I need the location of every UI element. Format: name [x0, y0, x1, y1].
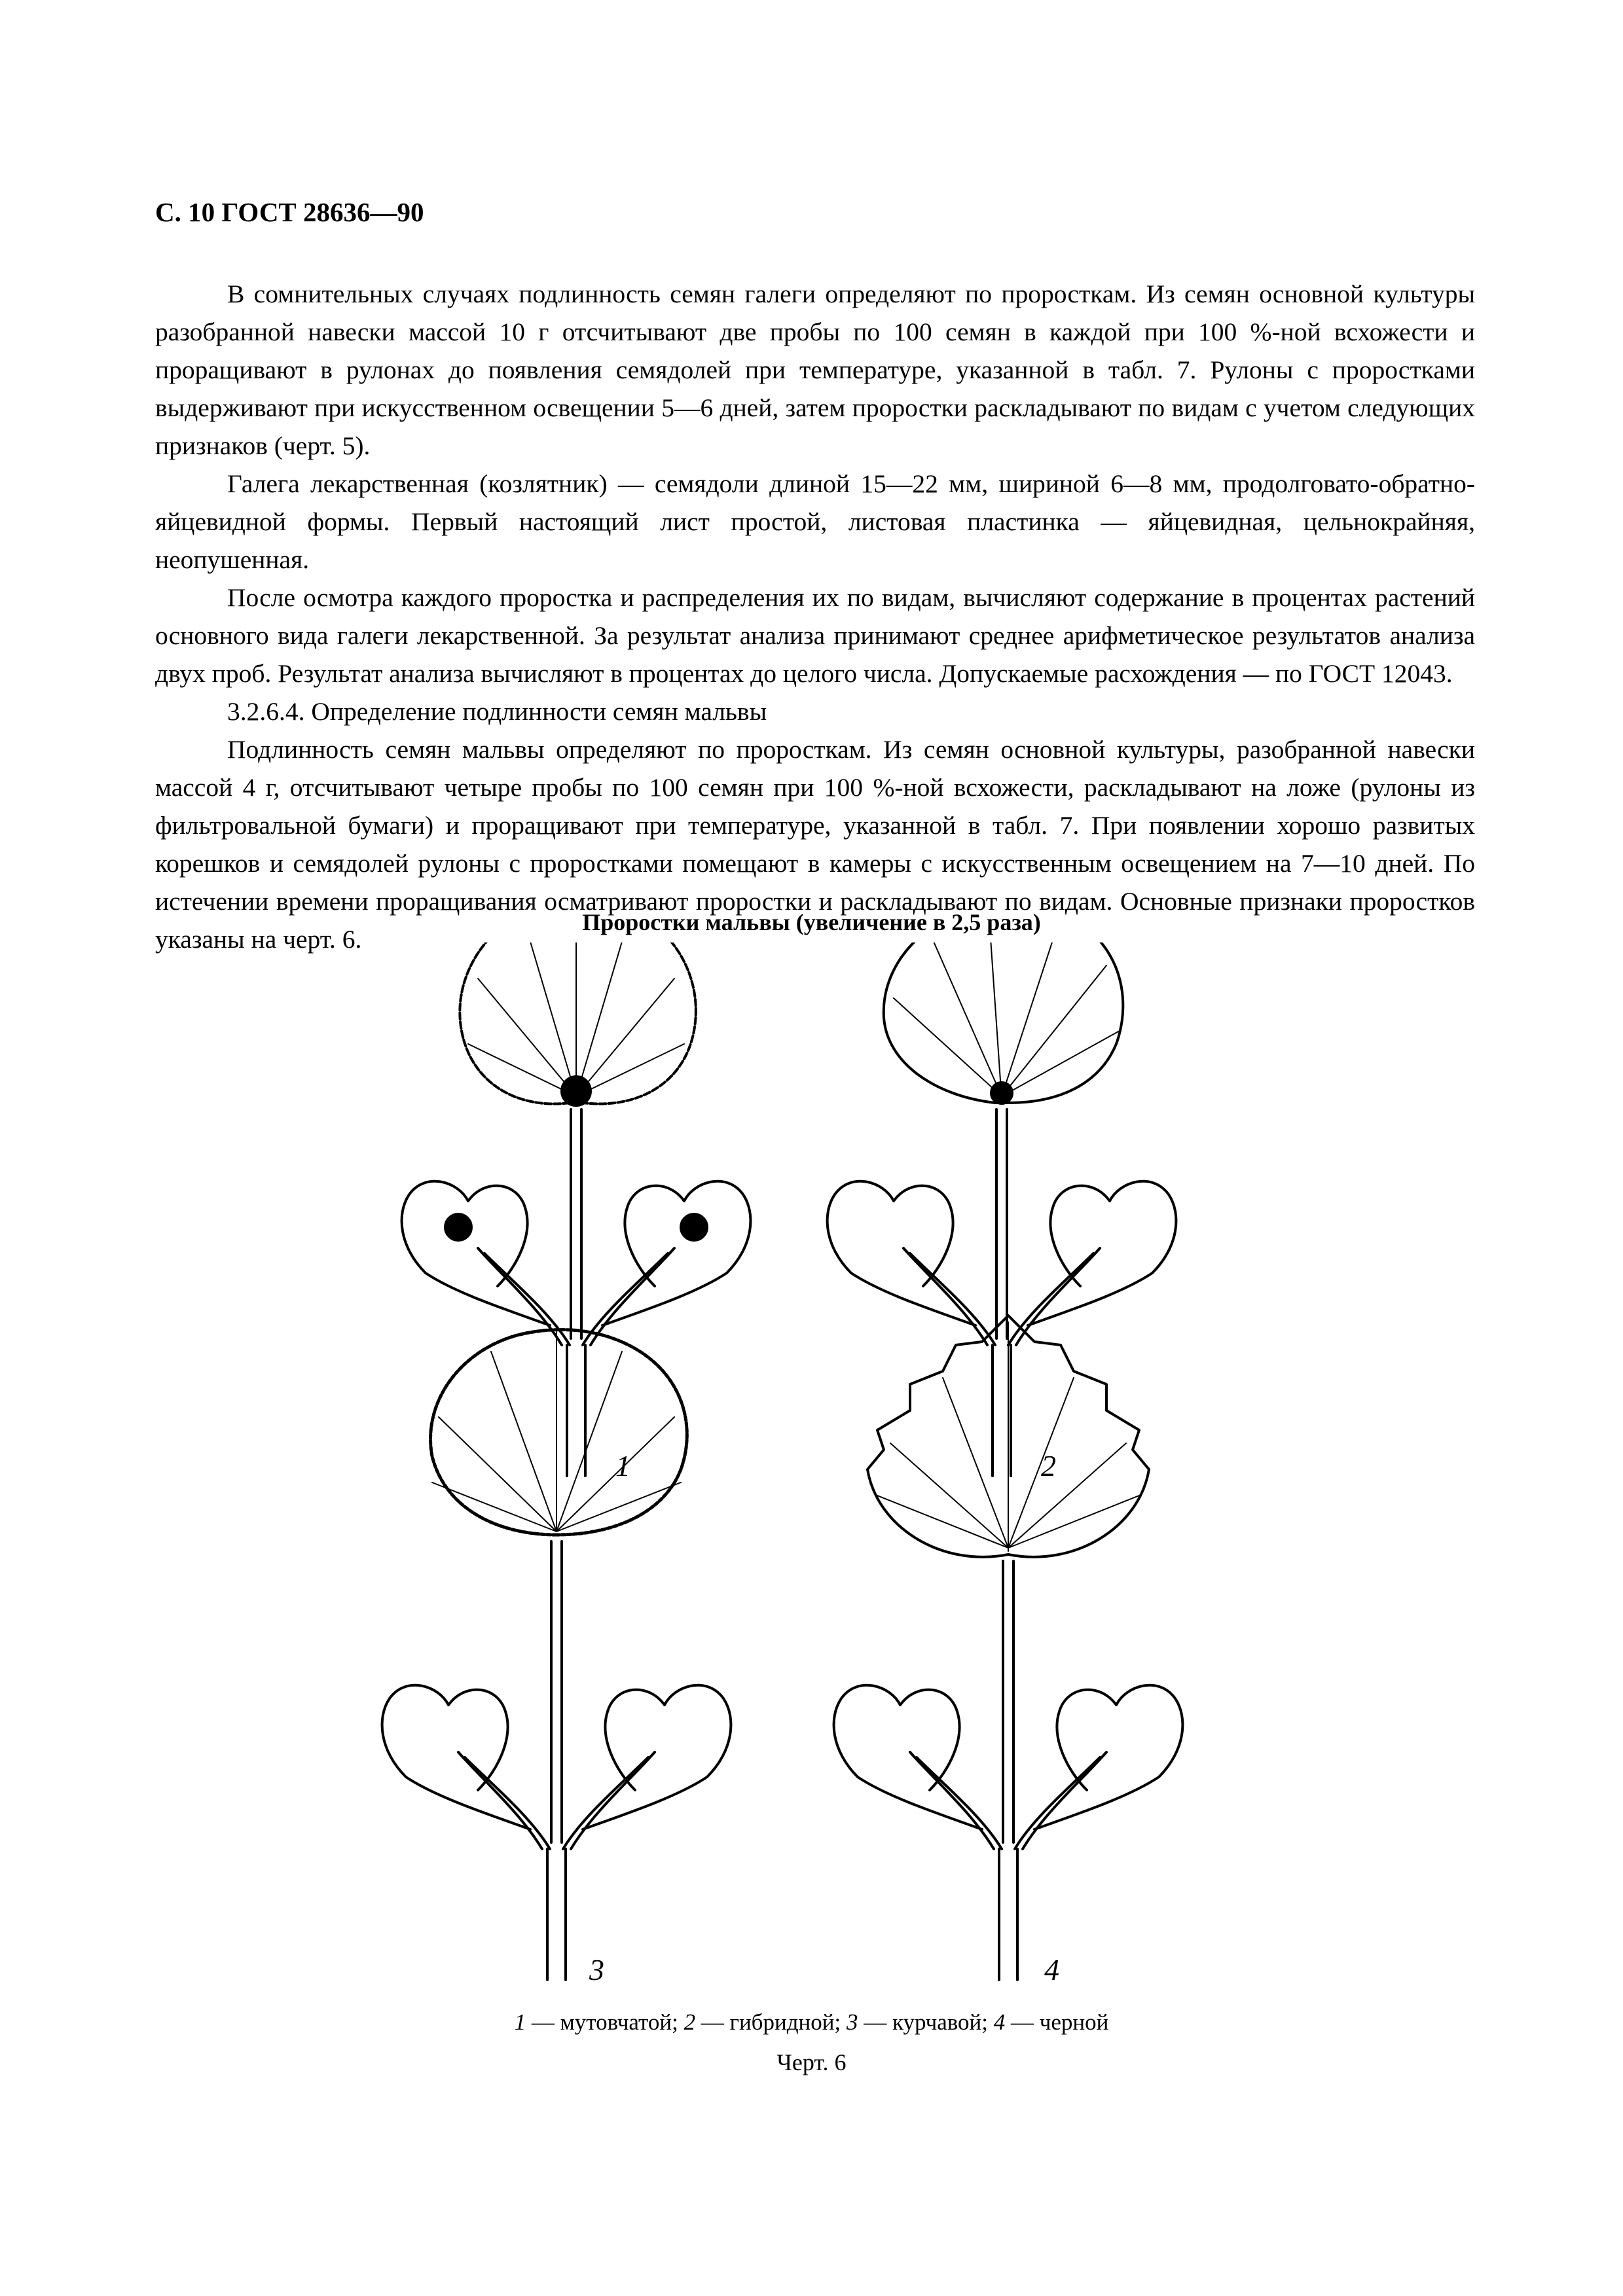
figure-title: Проростки мальвы (увеличение в 2,5 раза) — [582, 909, 1041, 935]
leaf-blade — [431, 1330, 687, 1535]
seedling-1 — [402, 942, 751, 1482]
seedling-3 — [382, 1330, 731, 1986]
caption-number: 4 — [993, 2009, 1006, 2035]
text-body — [155, 275, 1475, 958]
paragraph: Галега лекарственная (козлятник) — семядоли длиной 15—22 мм, шириной 6—8 мм, продолговато-обратно-яйцевидной формы. Первый настоящий лист простой, листовая пластинка — яйцевидная, цельнокрайняя, неопушенная. — [155, 469, 1475, 574]
caption-number: 3 — [846, 2009, 858, 2035]
page-header: С. 10 ГОСТ 28636—90 — [155, 197, 424, 227]
caption-text: — мутовчатой; — [526, 2009, 684, 2035]
figure-caption — [0, 2009, 1623, 2036]
caption-text: — черной — [1005, 2009, 1109, 2035]
caption-text: — курчавой; — [858, 2009, 994, 2035]
seedling-4 — [834, 1316, 1183, 1986]
leaf-blade — [884, 942, 1123, 1103]
seedling-label: 2 — [1041, 1449, 1056, 1482]
seedling-label: 3 — [589, 1953, 604, 1986]
seedling-label: 4 — [1044, 1953, 1059, 1986]
section-heading: 3.2.6.4. Определение подлинности семян мальвы — [227, 697, 767, 726]
caption-text: — гибридной; — [695, 2009, 847, 2035]
caption-number: 2 — [684, 2009, 696, 2035]
caption-number: 1 — [514, 2009, 526, 2035]
seedlings-illustration — [0, 942, 1623, 2003]
paragraph: После осмотра каждого проростка и распределения их по видам, вычисляют содержание в процентах растений основного вида галеги лекарственной. За результат анализа принимают среднее арифметическое результатов анализа двух проб. Результат анализа вычисляют в процентах до целого числа. Допускаемые расхождения — по ГОСТ 12043. — [155, 583, 1475, 688]
seedling-label: 1 — [615, 1449, 630, 1482]
seedling-2 — [828, 942, 1176, 1482]
paragraph: Подлинность семян мальвы определяют по проросткам. Из семян основной культуры, разобранной навески массой 4 г, отсчитывают четыре пробы по 100 семян при 100 %-ной всхожести, раскладывают на ложе (рулоны из фильтровальной бумаги) и проращивают при температуре, указанной в табл. 7. При появлении хорошо развитых корешков и семядолей рулоны с проростками помещают в камеры с искусственным освещением на 7—10 дней. По истечении времени проращивания осматривают проростки и раскладывают по видам. Основные признаки проростков указаны на черт. 6. — [155, 735, 1475, 954]
paragraph: В сомнительных случаях подлинность семян галеги определяют по проросткам. Из семян основной культуры разобранной навески массой 10 г отсчитывают две пробы по 100 семян в каждой при 100 %-ной всхожести и проращивают в рулонах до появления семядолей при температуре, указанной в табл. 7. Рулоны с проростками выдерживают при искусственном освещении 5—6 дней, затем проростки раскладывают по видам с учетом следующих признаков (черт. 5). — [155, 279, 1475, 460]
drawing-label: Черт. 6 — [776, 2049, 847, 2075]
